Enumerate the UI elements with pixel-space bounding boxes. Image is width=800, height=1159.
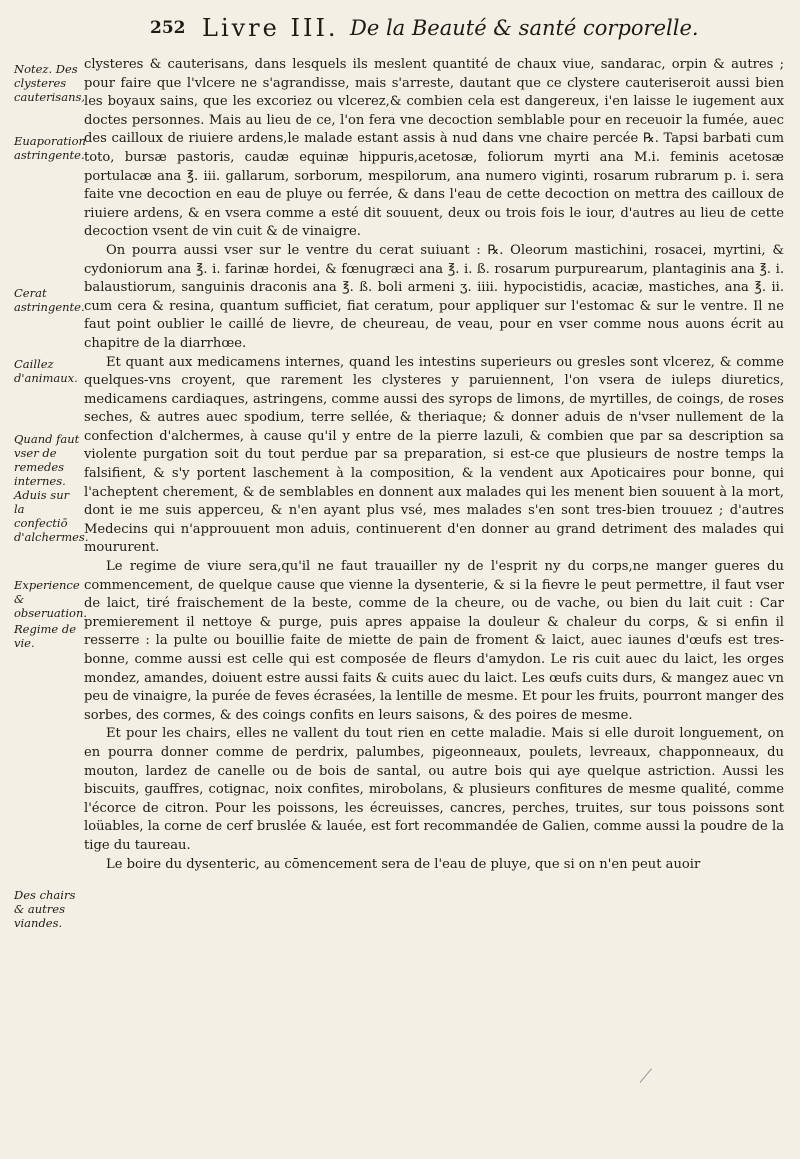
running-title: De la Beauté & santé corporelle. (350, 16, 699, 40)
running-header (150, 14, 770, 44)
page-number: 252 (150, 18, 186, 38)
pen-mark (640, 1068, 652, 1082)
paragraph: clysteres & cauterisans, dans lesquels ils meslent quantité de chaux viue, sandarac, orpin & autres ; pour faire que l'vlcere ne s'agrandisse, mais s'arreste, dautant que ce clystere cauteriseroit aussi bien les boyaux sains, que les excoriez ou vlcerez,& combien cela est dangereux, i'en laisse le iugement aux doctes personnes. Mais au lieu de ce, l'on fera vne decoction semblable pour en receuoir la fumée, auec des cailloux de riuiere ardens,le malade estant assis à nud dans vne chaire percée ℞. Tapsi barbati cum toto, bursæ pastoris, caudæ equinæ hippuris,acetosæ, foliorum myrti ana M.i. feminis acetosæ portulacæ ana ℥. iii. gallarum, sorborum, mespilorum, ana numero viginti, rosarum rubrarum p. i. sera faite vne decoction en eau de pluye ou ferrée, & dans l'eau de cette decoction on mettra des cailloux de riuiere ardens, & en vsera comme a esté dit souuent, deux ou trois fois le iour, d'autres au lieu de cette decoction vsent de vin cuit & de vinaigre. (84, 57, 784, 240)
book-label: Livre III. (202, 14, 339, 42)
paragraph: On pourra aussi vser sur le ventre du cerat suiuant : ℞. Oleorum mastichini, rosacei, myrtini, & cydoniorum ana ℥. i. farinæ hordei, & fœnugræci ana ℥. i. ß. rosarum purpurearum, plantaginis ana ℥. i. balaustiorum, sanguinis draconis ana ℥. ß. boli armeni ʒ. iiii. hypocistidis, acaciæ, mastiches, ana ℥. ii. cum cera & resina, quantum sufficiet, fiat ceratum, pour appliquer sur l'estomac & sur le ventre. Il ne faut point oublier le caillé de lievre, de cheureau, de veau, pour en vser comme nous auons écrit au chapitre de la diarrhœe. (84, 242, 784, 351)
margin-note: Regime de vie. (14, 622, 77, 650)
margin-note: Quand faut vser de remedes internes. Aduis sur la confectiō d'alchermes. (14, 432, 89, 544)
paragraph: Le boire du dysenteric, au cōmencement sera de l'eau de pluye, que si on n'en peut auoir (106, 856, 701, 872)
body-text (84, 56, 784, 874)
paragraph: Et pour les chairs, elles ne vallent du tout rien en cette maladie. Mais si elle duroit longuement, on en pourra donner comme de perdrix, palumbes, pigeonneaux, poulets, levreaux, chapponneaux, du mouton, lardez de canelle ou de bois de santal, ou autre bois qui aye quelque astriction. Aussi les biscuits, gauffres, cotignac, noix confites, mirobolans, & plusieurs confitures de mesme qualité, comme l'écorce de citron. Pour les poissons, les écreuisses, cancres, perches, truites, sur tous poissons sont loüables, la corne de cerf bruslée & lauée, est fort recommandée de Galien, comme aussi la poudre de la tige du taureau. (84, 726, 784, 853)
paragraph: Le regime de viure sera,qu'il ne faut trauailler ny de l'esprit ny du corps,ne manger gueres du commencement, de quelque cause que vienne la dysenterie, & si la fievre le peut permettre, il faut vser de laict, tiré fraischement de la beste, comme de la cheure, ou de vache, ou bien du lait cuit : Car premierement il nettoye & purge, puis apres appaise la douleur & chaleur du corps, & si enfin il resserre : la pulte ou bouillie faite de miette de pain de froment & laict, auec iaunes d'œufs est tres-bonne, comme aussi est celle qui est composée de fleurs d'amydon. Le ris cuit auec du laict, les orges mondez, amandes, doiuent estre aussi faits & cuits auec du laict. Les œufs cuits durs, & mangez auec vn peu de vinaigre, la purée de feves écrasées, la lentille de mesme. Et pour les fruits, pourront manger des sorbes, des cormes, & des coings confits en leurs saisons, & des poires de mesme. (84, 559, 784, 723)
margin-note: Euaporation astringente. (14, 134, 86, 162)
margin-note: Cerat astringente. (14, 286, 85, 314)
paragraph: Et quant aux medicamens internes, quand les intestins superieurs ou gresles sont vlcerez, & comme quelques-vns croyent, que rarement les clysteres y paruiennent, l'on vsera de iuleps diuretics, medicamens cardiaques, astringens, comme aussi des syrops de limons, de myrtilles, de coings, de roses seches, & autres auec spodium, terre sellée, & theriaque; & donner aduis de n'vser nullement de la confection d'alchermes, à cause qu'il y entre de la pierre lazuli, & combien que par sa description sa violente purgation soit du tout perdue par sa preparation, si est-ce que plusieurs de nostre temps la falsifient, & s'y portent laschement à la composition, & la vendent aux Apoticaires pour bonne, qui l'acheptent cherement, & de semblables en donnent aux malades qui les menent bien souuent à la mort, dont ie me suis apperceu, & n'en ayant plus vsé, mes malades s'en sont tres-bien trouuez ; d'autres Medecins qui n'approuuent mon aduis, continuerent d'en donner au grand detriment des malades qui moururent. (84, 354, 784, 556)
margin-note: Caillez d'animaux. (14, 357, 78, 385)
margin-note: Notez. Des clysteres cauterisans, (14, 62, 86, 104)
margin-note: Des chairs & autres viandes. (14, 888, 76, 930)
margin-note: Experience & obseruation. (14, 578, 88, 620)
